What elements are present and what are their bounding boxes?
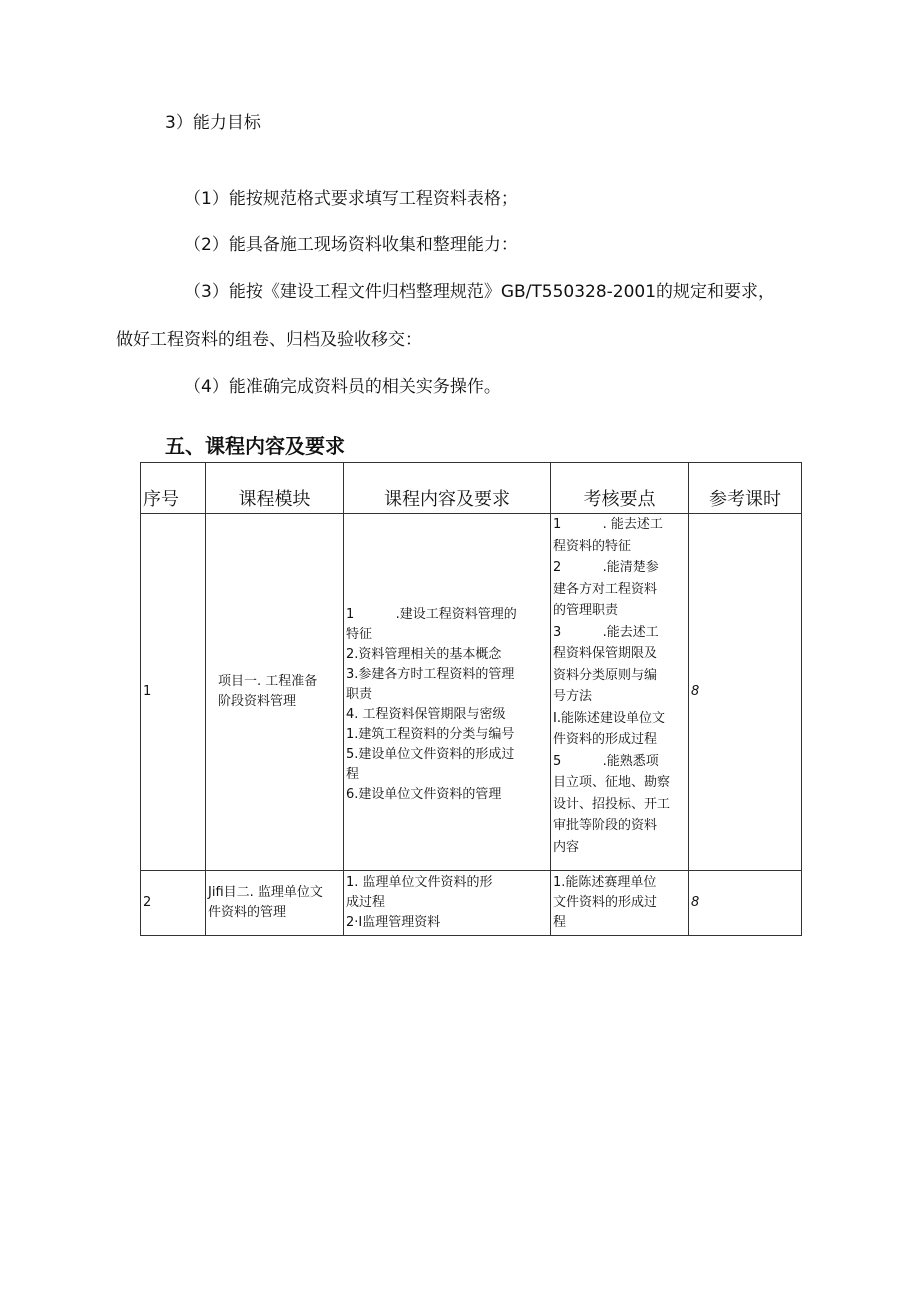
assessment-line: 目立项、征地、勘察 [553, 775, 671, 790]
header-assessment: 考核要点 [551, 463, 689, 514]
goal-item-4: （4）能准确完成资料员的相关实务操作。 [184, 377, 501, 397]
assessment-line: 内容 [553, 839, 580, 855]
content-line: 1. 监理单位文件资料的形 [346, 875, 493, 890]
row-content [344, 514, 551, 871]
module-line: 项目一. 工程准备 [218, 674, 318, 689]
goal-item-2: （2）能具备施工现场资料收集和整理能力： [184, 235, 518, 255]
assessment-line: 程 [553, 915, 567, 930]
content-line: 1.建筑工程资料的分类与编号 [346, 727, 515, 742]
assessment-line: 1 . 能去述工 [553, 517, 663, 532]
assessment-line: 的管理职责 [553, 603, 619, 618]
course-content-table [140, 462, 802, 936]
assessment-line: 设计、招投标、开工 [553, 796, 671, 812]
assessment-line: 资料分类原则与编 [553, 667, 658, 683]
assessment-line: I.能陈述建设单位文 [553, 710, 665, 726]
module-line: 件资料的管理 [208, 905, 287, 920]
row-module [206, 514, 344, 871]
goal-item-3-continuation: 做好工程资料的组卷、归档及验收移交： [116, 330, 422, 350]
row-module [206, 871, 344, 936]
row-hours: 8 [689, 871, 802, 936]
header-number: 序号 [141, 463, 206, 514]
row-number: 2 [141, 871, 206, 936]
row-hours: 8 [689, 514, 802, 871]
row-content [344, 871, 551, 936]
content-line: 4. 工程资料保管期限与密级 [346, 707, 506, 722]
content-line: 6.建设单位文件资料的管理 [346, 787, 502, 802]
assessment-line: 5 .能熟悉项 [553, 753, 659, 769]
row-assessment [551, 514, 689, 871]
content-line: 3.参建各方时工程资料的管理 [346, 667, 515, 682]
module-line: 阶段资料管理 [218, 694, 297, 709]
content-line: 特征 [346, 627, 373, 642]
assessment-line: 1.能陈述赛理单位 [553, 875, 657, 890]
table-row [141, 514, 802, 871]
section-title: 五、课程内容及要求 [165, 434, 345, 458]
content-line: 1 .建设工程资料管理的 [346, 607, 517, 622]
goal-item-1: （1）能按规范格式要求填写工程资料表格； [184, 189, 518, 209]
assessment-line: 程资料保管期限及 [553, 646, 658, 661]
assessment-line: 件资料的形成过程 [553, 732, 658, 747]
content-line: 程 [346, 767, 360, 782]
content-line: 成过程 [346, 895, 386, 910]
assessment-line: 程资料的特征 [553, 538, 632, 554]
content-line: 职责 [346, 687, 373, 702]
content-line: 2.资料管理相关的基本概念 [346, 647, 502, 662]
header-content: 课程内容及要求 [344, 463, 551, 514]
row-number: 1 [141, 514, 206, 871]
goal-heading: 3）能力目标 [165, 113, 261, 133]
assessment-line: 审批等阶段的资料 [553, 818, 658, 833]
header-hours: 参考课时 [689, 463, 802, 514]
goal-item-3: （3）能按《建设工程文件归档整理规范》GB/T550328-2001的规定和要求， [184, 282, 776, 302]
assessment-line: 3 .能去述工 [553, 624, 659, 640]
content-line: 5.建设单位文件资料的形成过 [346, 747, 515, 762]
assessment-line: 2 .能清楚参 [553, 560, 659, 575]
module-line: Jifi目二. 监理单位文 [208, 885, 323, 900]
assessment-line: 号方法 [553, 689, 593, 704]
table-row [141, 871, 802, 936]
content-line: 2·I监理管理资料 [346, 915, 441, 930]
header-module: 课程模块 [206, 463, 344, 514]
row-assessment [551, 871, 689, 936]
assessment-line: 建各方对工程资料 [553, 581, 658, 597]
assessment-line: 文件资料的形成过 [553, 895, 658, 910]
table-header-row [141, 463, 802, 514]
